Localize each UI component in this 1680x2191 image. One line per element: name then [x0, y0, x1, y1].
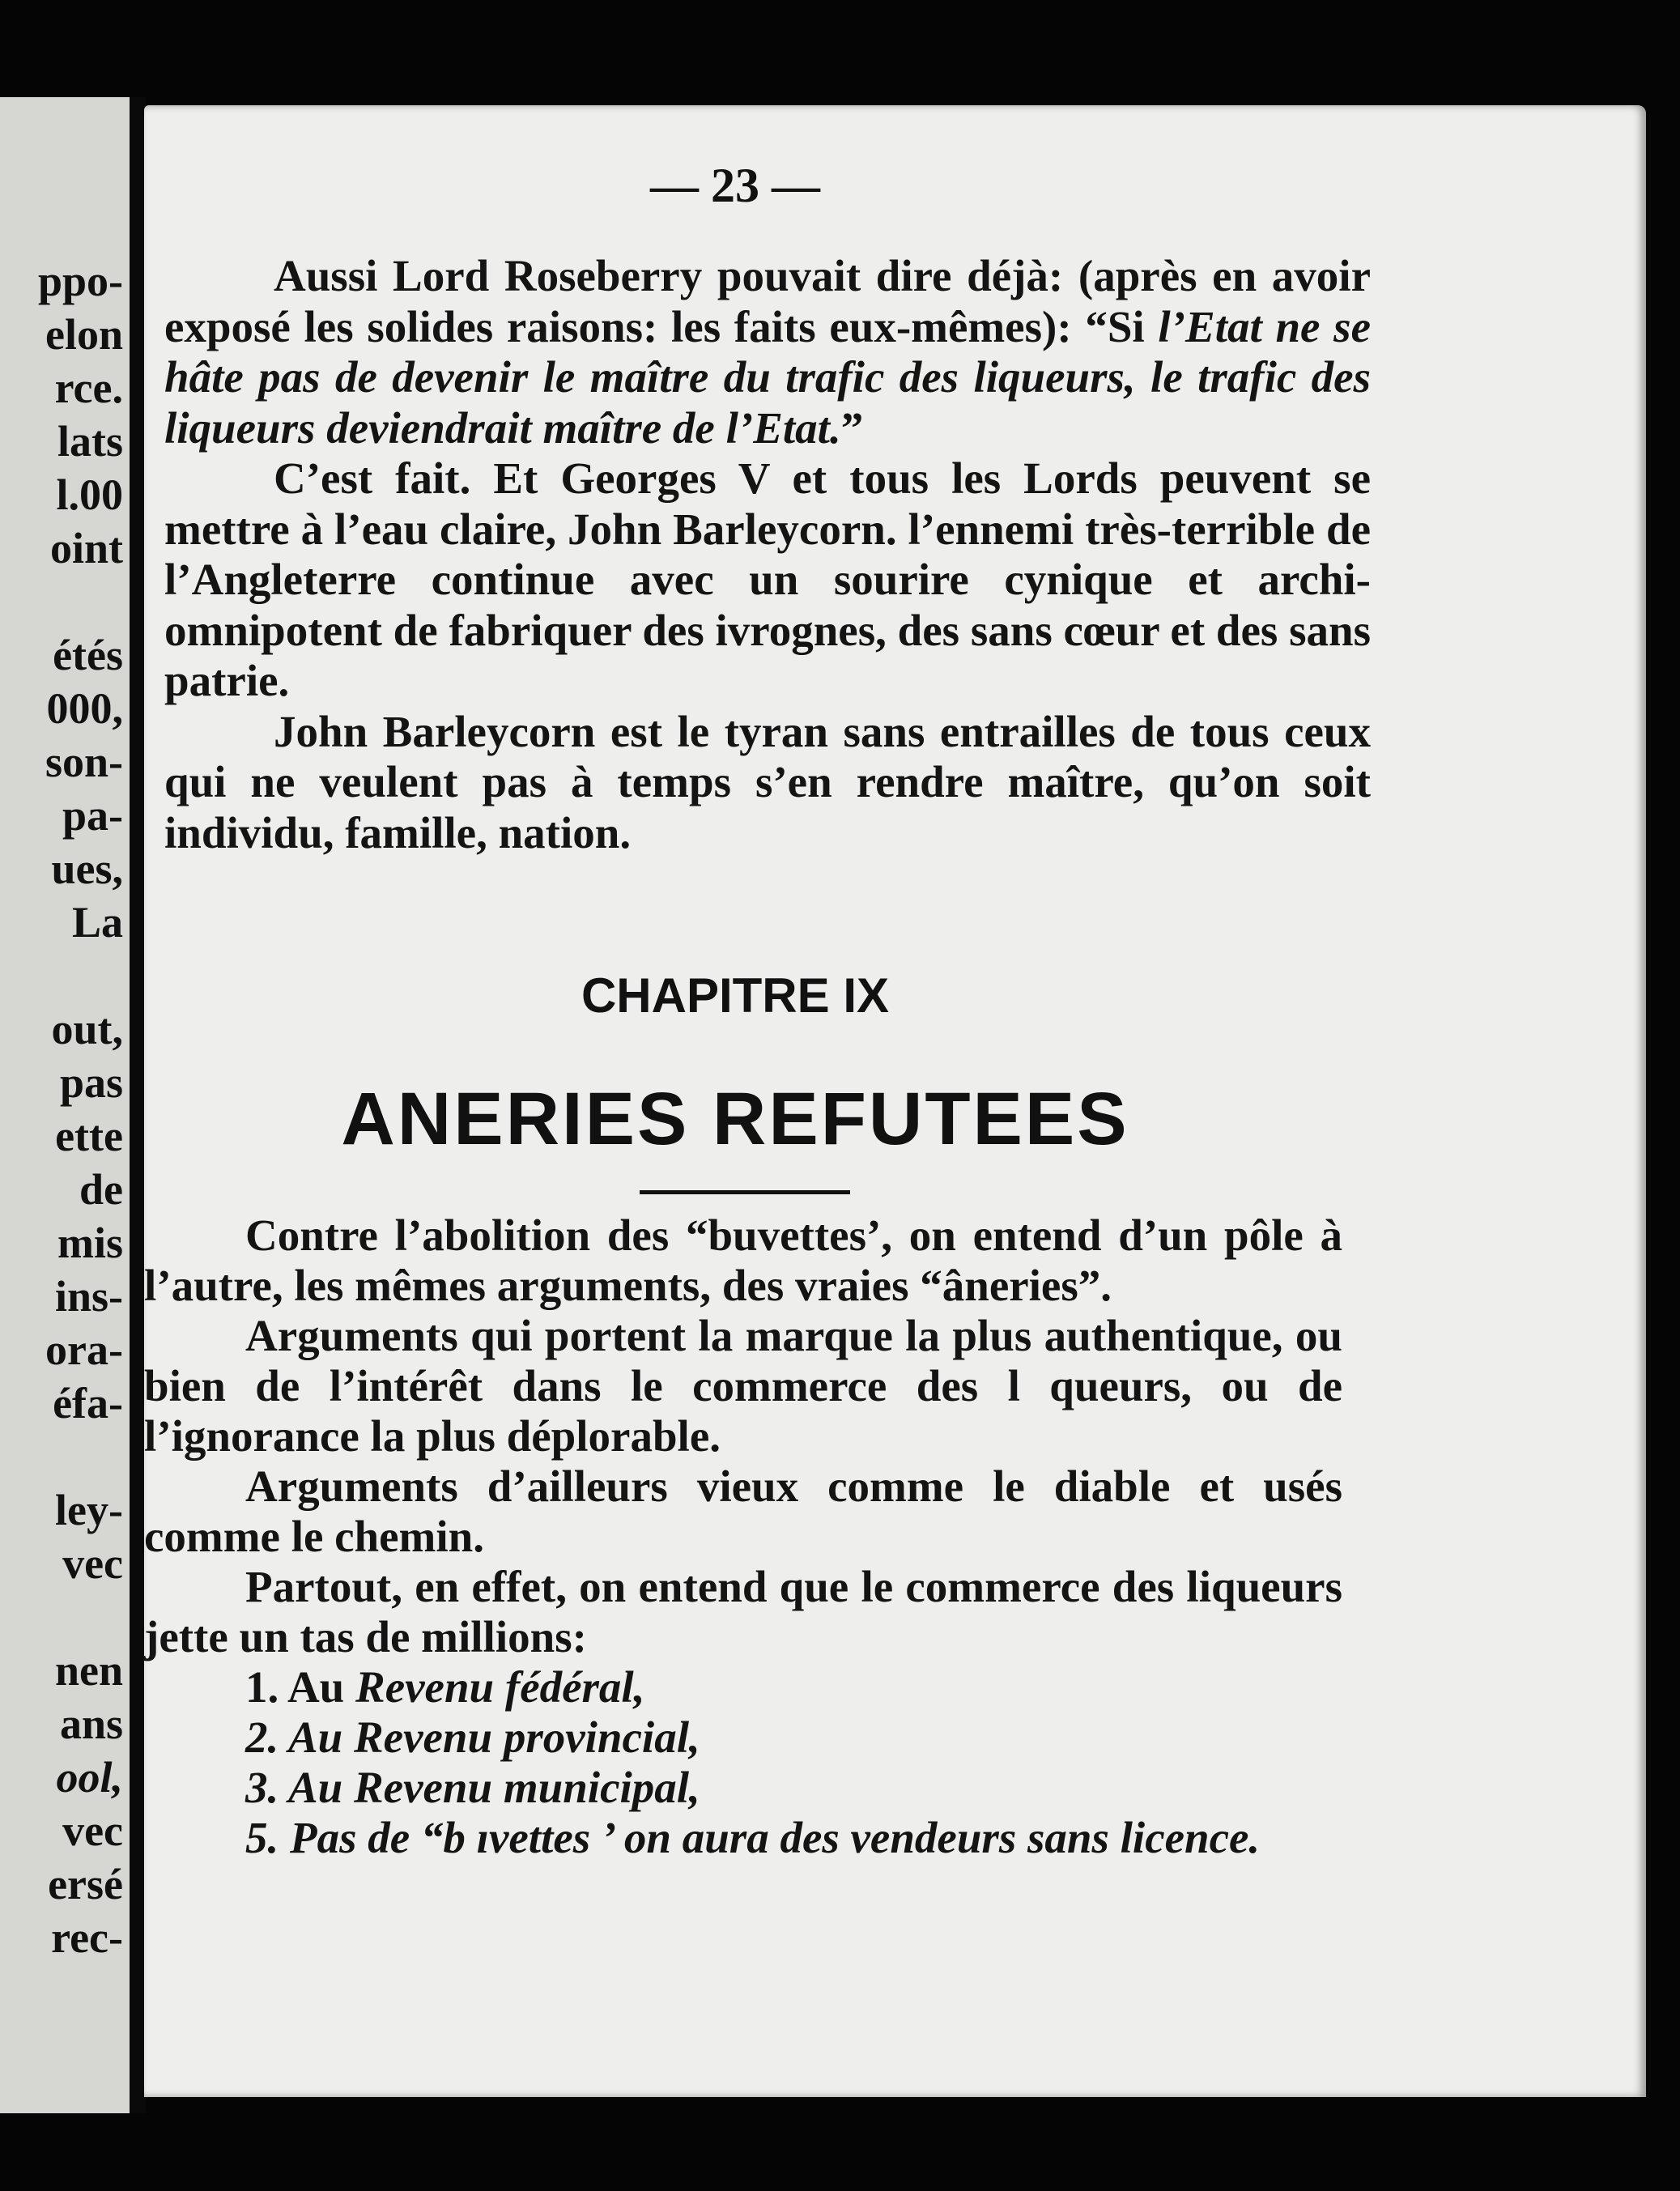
facing-page-line: son-	[45, 738, 123, 786]
facing-page-line: ans	[59, 1700, 123, 1748]
facing-page-line: l.00	[56, 470, 123, 519]
paragraph	[144, 1712, 1342, 1763]
chapter-title: ANERIES REFUTEES	[341, 1078, 1129, 1160]
italic-text: 2. Au Revenu provincial,	[245, 1712, 700, 1762]
body-text-top	[164, 251, 1371, 858]
paragraph	[164, 251, 1371, 453]
facing-page-line: rce.	[54, 364, 123, 412]
paragraph	[144, 1210, 1342, 1311]
facing-page-line: 000,	[46, 684, 123, 733]
body-text-bottom	[144, 1210, 1342, 1863]
facing-page-line: ette	[55, 1112, 123, 1160]
facing-page-line: rec-	[51, 1913, 123, 1962]
facing-page-line: pas	[59, 1058, 123, 1107]
paragraph	[144, 1763, 1342, 1813]
facing-page-line: La	[71, 898, 123, 947]
text-run: Partout, en effet, on entend que le commerce des liqueurs jette un tas de millions:	[144, 1562, 1342, 1661]
facing-page-line: pa-	[62, 791, 123, 840]
text-run: Arguments qui portent la marque la plus authentique, ou bien de l’intérêt dans le commerce des l queurs, ou de l’ignorance la plus déplorable.	[144, 1311, 1342, 1461]
italic-text: l’Etat ne se hâte pas de devenir le maître du trafic des liqueurs, le trafic des liqueurs deviendrait maître de l’Etat.	[164, 301, 1371, 453]
paragraph	[144, 1813, 1342, 1863]
paragraph	[144, 1662, 1342, 1712]
text-run: 1. Au	[245, 1662, 356, 1712]
facing-page-line: ins-	[54, 1272, 123, 1321]
text-run: C’est fait. Et Georges V et tous les Lords peuvent se mettre à l’eau claire, John Barleycorn. l’ennemi très-terrible de l’Angleterre continue avec un sourire cynique et archi-omnipotent de fabriquer des ivrognes, des sans cœur et des sans patrie.	[164, 453, 1371, 705]
facing-page-line: ues,	[51, 844, 123, 893]
facing-page-line: elon	[45, 310, 123, 359]
facing-page-line: ley-	[55, 1486, 123, 1534]
paragraph	[144, 1461, 1342, 1562]
facing-page-line: de	[79, 1165, 123, 1214]
paragraph	[164, 707, 1371, 859]
paragraph	[144, 1562, 1342, 1662]
text-run: Aussi Lord Roseberry pouvait dire déjà: (après en avoir exposé les solides raisons: les faits eux-mêmes): “Si	[164, 251, 1371, 351]
book-page	[144, 105, 1646, 2097]
facing-page-line: ool,	[56, 1753, 123, 1802]
title-rule	[640, 1190, 850, 1194]
facing-page-line: vec	[62, 1539, 123, 1588]
facing-page-line: out,	[51, 1005, 123, 1053]
facing-page-line: oint	[49, 524, 123, 572]
paragraph	[164, 453, 1371, 707]
facing-page-line: étés	[53, 631, 123, 679]
italic-text: 5. Pas de “b ıvettes ’ on aura des vendeurs sans licence.	[245, 1813, 1261, 1862]
facing-page-line: éfa-	[53, 1379, 123, 1427]
facing-page-line: mis	[57, 1219, 123, 1267]
facing-page-line: ora-	[45, 1325, 123, 1374]
facing-page-line: ersé	[48, 1860, 123, 1908]
text-run: Contre l’abolition des “buvettes’, on entend d’un pôle à l’autre, les mêmes arguments, des vraies “âneries”.	[144, 1210, 1342, 1310]
text-run: John Barleycorn est le tyran sans entrailles de tous ceux qui ne veulent pas à temps s’en rendre maître, qu’on soit individu, famille, nation.	[164, 706, 1371, 857]
paragraph	[144, 1311, 1342, 1461]
facing-page-line: vec	[62, 1806, 123, 1855]
facing-page-line: lats	[57, 417, 123, 466]
italic-text: 3. Au Revenu municipal,	[245, 1763, 700, 1812]
chapter-heading: CHAPITRE IX	[581, 968, 890, 1023]
text-run: Arguments d’ailleurs vieux comme le diable et usés comme le chemin.	[144, 1461, 1342, 1561]
page-number: — 23 —	[650, 159, 820, 212]
text-run: ”	[840, 402, 864, 453]
facing-page-line: ppo-	[37, 257, 123, 305]
facing-page-strip	[0, 97, 130, 2113]
italic-text: Revenu fédéral,	[355, 1662, 645, 1712]
book-gutter	[130, 97, 146, 2113]
facing-page-line: nen	[54, 1646, 123, 1695]
